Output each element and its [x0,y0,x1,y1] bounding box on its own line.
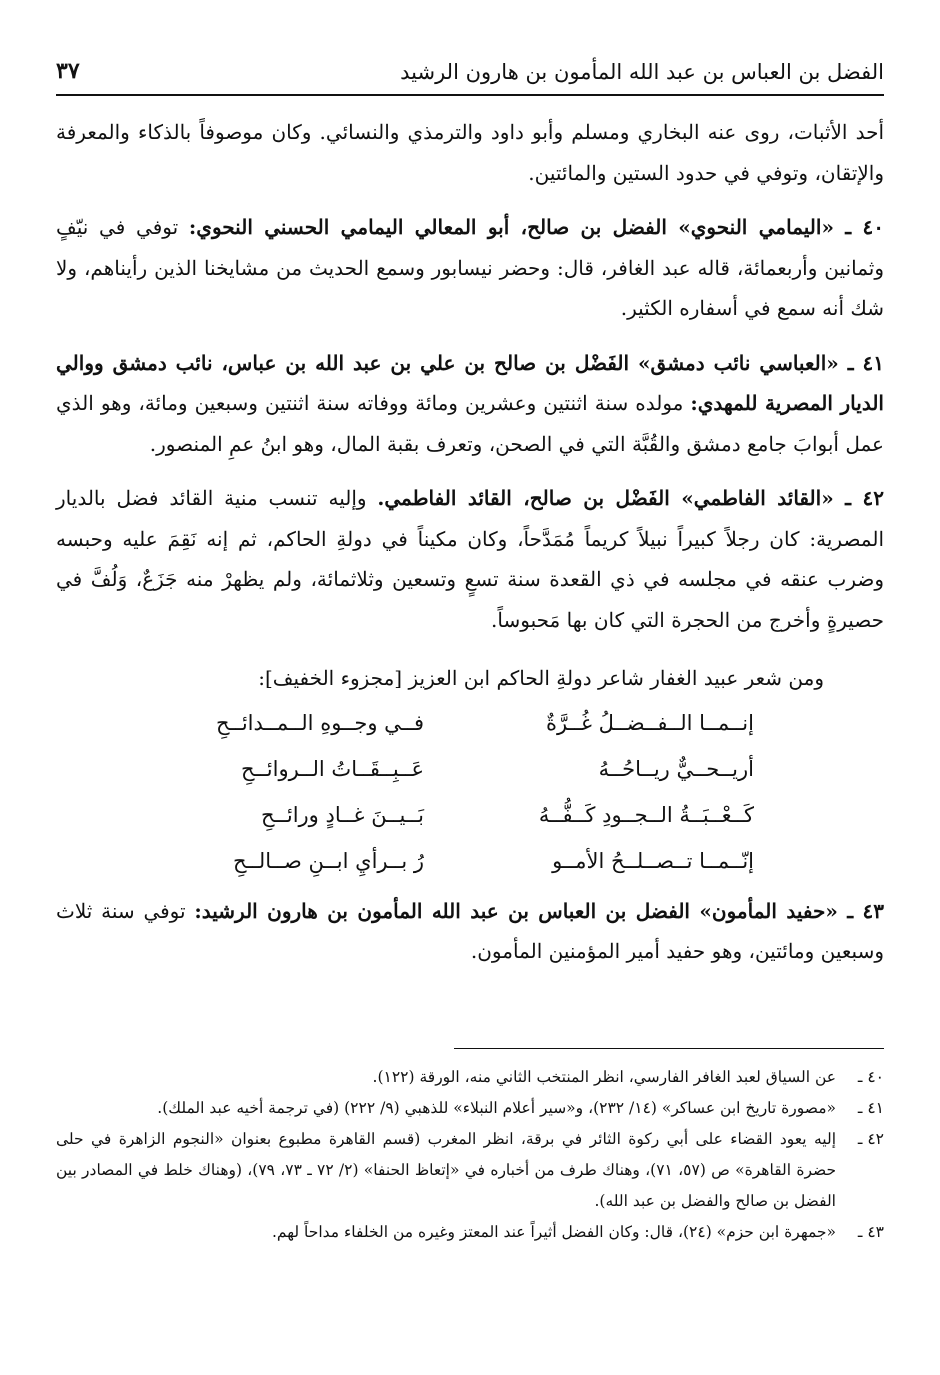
page-number: ٣٧ [56,58,80,84]
footnote-text: «مصورة تاريخ ابن عساكر» (١٤/ ٢٣٢)، و«سير أعلام النبلاء» للذهبي (٩/ ٢٢٢) (في ترجمة أخيه عبد الملك). [157,1099,836,1117]
verse-second-hemistich: رُ بــرأيِ ابــنِ صــالــحِ [233,849,424,874]
entry-43-text: توفي سنة ثلاث وسبعين ومائتين، وهو حفيد أمير المؤمنين المأمون. [56,898,884,963]
header-rule [56,94,884,96]
footnote [56,1217,884,1248]
footnote-text: «جمهرة ابن حزم» (٢٤)، قال: وكان الفضل أثيراً عند المعتز وغيره من الخلفاء مداحاً لهم. [272,1223,836,1241]
footnotes [56,1062,884,1248]
poem [56,701,884,885]
entry-43-heading: ٤٣ ـ «حفيد المأمون» الفضل بن العباس بن عبد الله المأمون بن هارون الرشيد: [194,898,885,923]
continuation-paragraph: أحد الأثبات، روى عنه البخاري ومسلم وأبو داود والترمذي والنسائي. وكان موصوفاً بالذكاء والمعرفة والإتقان، وتوفي في حدود الستين والمائتين. [56,120,884,185]
footnote-number: ٤١ ـ [857,1099,884,1117]
poem-verse [56,701,884,747]
running-title: الفضل بن العباس بن عبد الله المأمون بن هارون الرشيد [400,60,884,84]
footnote [56,1093,884,1124]
entry-40-text: توفي في نيّفٍ وثمانين وأربعمائة، قاله عبد الغافر، قال: وحضر نيسابور وسمع الحديث من مشايخنا الذين رأيناهم، ولا شك أنه سمع في أسفاره الكثير. [56,215,884,320]
poem-verse [56,793,884,839]
footnote [56,1124,884,1217]
footnote-text: إليه يعود القضاء على أبي ركوة الثائر في برقة، انظر المغرب (قسم القاهرة مطبوع بعنوان «النجوم الزاهرة في حلى حضرة القاهرة» ص (٥٧، ٧١)، وهناك طرف من أخباره في «إتعاظ الحنفا» (٢/ ٧٢ ـ ٧٣، ٧٩)، (وهناك خلط في المصادر بين الفضل بن صالح والفضل بن عبد الله). [56,1130,837,1210]
entry-41-heading: ٤١ ـ «العباسي نائب دمشق» الفَضْل بن صالح بن علي بن عبد الله بن عباس، نائب دمشق ووالي الديار المصرية للمهدي: [56,350,884,415]
verse-second-hemistich: بَــيــنَ غــادٍ ورائــحِ [261,803,424,828]
poem-intro: ومن شعر عبيد الغفار شاعر دولةِ الحاكم ابن العزيز [مجزوء الخفيف]: [258,666,824,690]
poem-verse [56,839,884,885]
verse-first-hemistich: كَــعْــبَــةُ الــجــودِ كَــفُّــهُ [538,803,754,828]
verse-first-hemistich: أريــحــيٌّ ريــاحُــهُ [598,757,754,782]
entry-41 [56,343,884,465]
footnote-rule [454,1048,884,1049]
page-header [56,44,884,84]
entry-41-text: مولده سنة اثنتين وعشرين ومائة ووفاته سنة اثنتين وسبعين ومائة، وهو الذي عمل أبوابَ جامع دمشق والقُبَّة التي في الصحن، وتعرف بقبة المال، وهو ابنُ عمِ المنصور. [56,391,884,456]
entry-43 [56,891,884,972]
verse-first-hemistich: إنــمــا الــفــضــلُ غُــرَّةٌ [546,711,754,736]
poem-verse [56,747,884,793]
verse-first-hemistich: إنّــمــا تــصــلــحُ الأمــو [552,849,754,874]
entry-40-heading: ٤٠ ـ «اليمامي النحوي» الفضل بن صالح، أبو المعالي اليمامي الحسني النحوي: [188,215,884,239]
entry-40 [56,207,884,329]
verse-second-hemistich: عَــبِــقَــاتُ الــروائــحِ [240,757,424,782]
footnote [56,1062,884,1093]
entry-42-text: وإليه تنسب منية القائد فضل بالديار المصرية: كان رجلاً كبيراً نبيلاً كريماً مُمَدَّحاً، وكان مكيناً في دولةِ الحاكم، ثم إنه نَقِمَ عليه وحبسه وضرب عنقه في مجلسه في ذي القعدة سنة تسعٍ وتسعين وثلاثمائة، ولم يظهرْ منه جَزَعٌ، وَلُفَّ في حصيرةٍ وأخرج من الحجرة التي كان بها مَحبوساً. [56,486,884,632]
entry-42-heading: ٤٢ ـ «القائد الفاطمي» الفَضْل بن صالح، القائد الفاطمي. [377,486,884,510]
footnote-number: ٤٠ ـ [857,1068,884,1086]
footnote-number: ٤٢ ـ [857,1130,884,1148]
footnote-text: عن السياق لعبد الغافر الفارسي، انظر المنتخب الثاني منه، الورقة (١٢٢). [372,1068,836,1086]
verse-second-hemistich: فــي وجــوهِ الــمــدائــحِ [215,711,424,736]
entry-42 [56,478,884,640]
footnote-number: ٤٣ ـ [857,1223,884,1241]
main-text [56,112,884,972]
